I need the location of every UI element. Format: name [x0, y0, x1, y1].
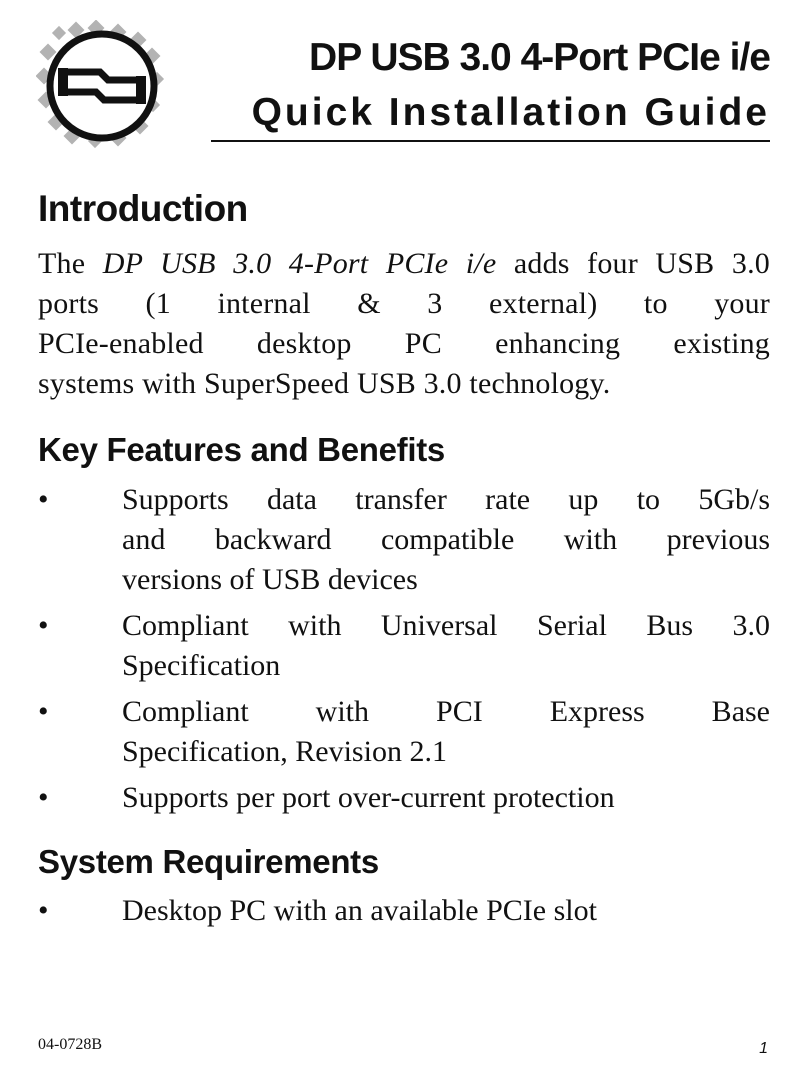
list-item — [38, 692, 770, 772]
list-item — [38, 891, 770, 931]
title-divider — [211, 140, 770, 142]
system-requirements-heading: System Requirements — [38, 843, 379, 880]
intro-line: ports (1 internal & 3 external) to your — [38, 287, 770, 320]
list-item-text: Supports per port over-current protection — [122, 781, 615, 814]
list-item — [38, 778, 770, 818]
page-number: 1 — [759, 1040, 768, 1057]
document-number: 04-0728B — [38, 1036, 102, 1053]
bullet-icon: • — [38, 894, 49, 927]
list-item-text: versions of USB devices — [122, 563, 418, 596]
product-name: DP USB 3.0 4-Port PCIe i/e — [102, 247, 497, 280]
list-item-text: Compliant with PCI Express Base — [122, 695, 770, 728]
bullet-icon: • — [38, 609, 49, 642]
list-item-text: Specification — [122, 649, 281, 682]
bullet-icon: • — [38, 781, 49, 814]
bullet-icon: • — [38, 483, 49, 516]
intro-text: adds four USB 3.0 — [496, 247, 770, 280]
requirements-list — [38, 891, 770, 937]
list-item — [38, 480, 770, 600]
intro-text: The — [38, 247, 103, 280]
list-item — [38, 606, 770, 686]
list-item-text: Supports data transfer rate up to 5Gb/s — [122, 483, 770, 516]
list-item-text: Compliant with Universal Serial Bus 3.0 — [122, 609, 770, 642]
introduction-heading: Introduction — [38, 188, 248, 229]
features-heading: Key Features and Benefits — [38, 431, 445, 468]
list-item-text: Specification, Revision 2.1 — [122, 735, 447, 768]
list-item-text: and backward compatible with previous — [122, 523, 770, 556]
document-title: DP USB 3.0 4-Port PCIe i/e — [309, 36, 770, 79]
list-item-text: Desktop PC with an available PCIe slot — [122, 894, 597, 927]
introduction-paragraph — [38, 244, 770, 404]
intro-line: systems with SuperSpeed USB 3.0 technology. — [38, 367, 611, 400]
intro-line: PCIe-enabled desktop PC enhancing existing — [38, 327, 770, 360]
features-list — [38, 480, 770, 824]
bullet-icon: • — [38, 695, 49, 728]
intro-line — [38, 244, 770, 284]
document-subtitle: Quick Installation Guide — [251, 91, 770, 134]
